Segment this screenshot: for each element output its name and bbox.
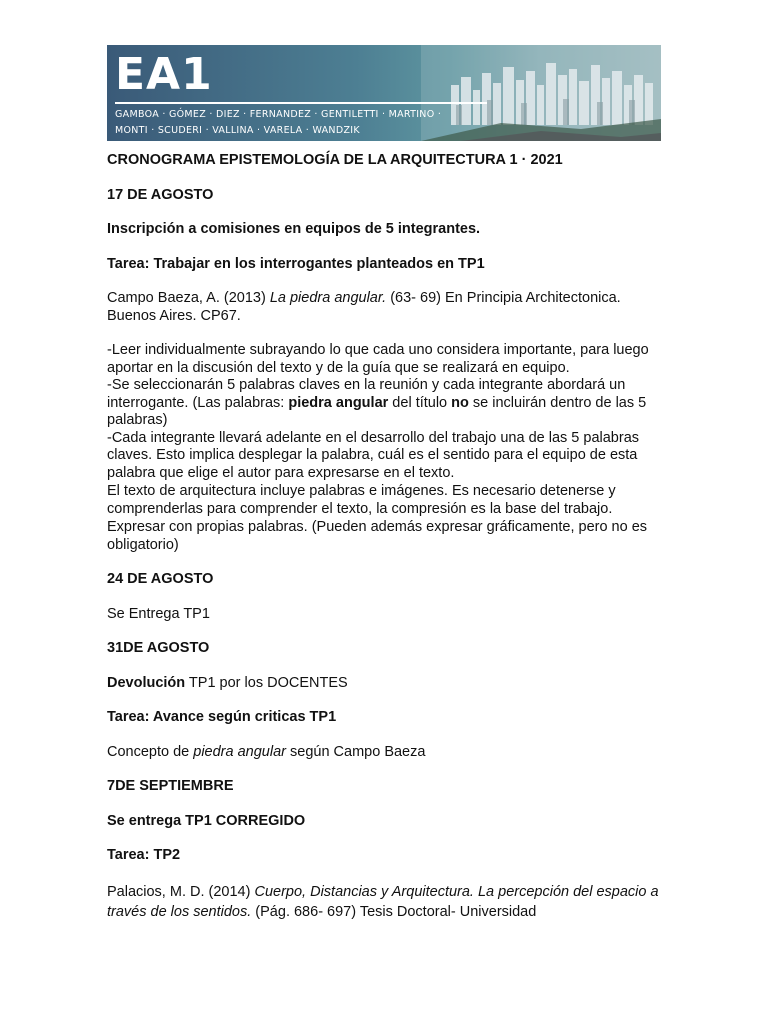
bold-term: no — [451, 394, 469, 411]
concept-text: Concepto de — [107, 743, 194, 760]
date-heading: 24 DE AGOSTO — [107, 571, 214, 587]
delivery-note: Se Entrega TP1 — [107, 605, 210, 622]
task-heading: Tarea: Avance según criticas TP1 — [107, 709, 337, 725]
document-title: CRONOGRAMA EPISTEMOLOGÍA DE LA ARQUITECTURA 1 · 2021 — [107, 152, 563, 168]
banner-divider — [115, 102, 487, 104]
header-banner — [107, 45, 661, 141]
inscription-note: Inscripción a comisiones en equipos de 5 integrantes. — [107, 221, 481, 237]
instruction-text: se incluirán dentro de las 5 palabras) — [107, 394, 647, 428]
feedback-text: TP1 por los DOCENTES — [185, 674, 348, 691]
city-skyline-image — [421, 45, 661, 141]
reference-title: Cuerpo, Distancias y Arquitectura. La percepción del espacio a través de los sentidos. — [107, 883, 659, 920]
reference-author: Palacios, M. D. (2014) — [107, 883, 255, 900]
reference-title: La piedra angular. — [269, 290, 387, 306]
reference-details: (Pág. 686- 697) Tesis Doctoral- Universidad — [251, 903, 537, 920]
task-heading: Tarea: TP2 — [107, 847, 181, 863]
task-heading: Tarea: Trabajar en los interrogantes planteados en TP1 — [107, 255, 485, 272]
date-heading: 17 DE AGOSTO — [107, 186, 214, 203]
delivery-note: Se entrega TP1 CORREGIDO — [107, 812, 306, 829]
instruction-text: -Se seleccionarán 5 palabras claves en la reunión y cada integrante abordará un interrogante. (Las palabras: — [107, 377, 626, 411]
faculty-names-line-2: MONTI · SCUDERI · VALLINA · VARELA · WANDZIK — [115, 125, 360, 136]
reference-campo-baeza — [107, 290, 667, 325]
reference-details: (63- 69) En Principia Architectonica. Buenos Aires. CP67. — [107, 290, 621, 324]
date-heading: 7DE SEPTIEMBRE — [107, 778, 234, 794]
concept-note — [107, 744, 667, 762]
instruction-text-images: El texto de arquitectura incluye palabras e imágenes. Es necesario detenerse y comprenderlas para comprender el texto, la compresión es la base del trabajo. Expresar con propias palabras. (Pueden además expresar gráficamente, pero no es obligatorio) — [107, 483, 648, 553]
feedback-note — [107, 675, 667, 693]
instruction-text: del título — [388, 394, 452, 411]
document-body — [107, 152, 667, 922]
reference-author: Campo Baeza, A. (2013) — [107, 290, 270, 306]
ea1-logo: EA1 — [115, 49, 213, 100]
italic-term: piedra angular — [193, 743, 286, 760]
date-heading: 31DE AGOSTO — [107, 640, 210, 656]
faculty-names-line-1: GAMBOA · GÓMEZ · DIEZ · FERNANDEZ · GENTILETTI · MARTINO · — [115, 109, 442, 120]
instruction-read: -Leer individualmente subrayando lo que cada uno considera importante, para luego aportar en la discusión del texto y de la guía que se realizará en equipo. — [107, 342, 649, 376]
instruction-develop: -Cada integrante llevará adelante en el desarrollo del trabajo una de las 5 palabras claves. Esto implica desplegar la palabra, cuál es el sentido para el equipo de esta palabra que elige el autor para expresarse en el texto. — [107, 429, 640, 481]
bold-term: piedra angular — [288, 394, 389, 411]
concept-text: según Campo Baeza — [285, 743, 426, 760]
bold-term: Devolución — [107, 674, 186, 691]
instruction-keywords — [107, 377, 667, 430]
reference-palacios — [107, 882, 667, 922]
